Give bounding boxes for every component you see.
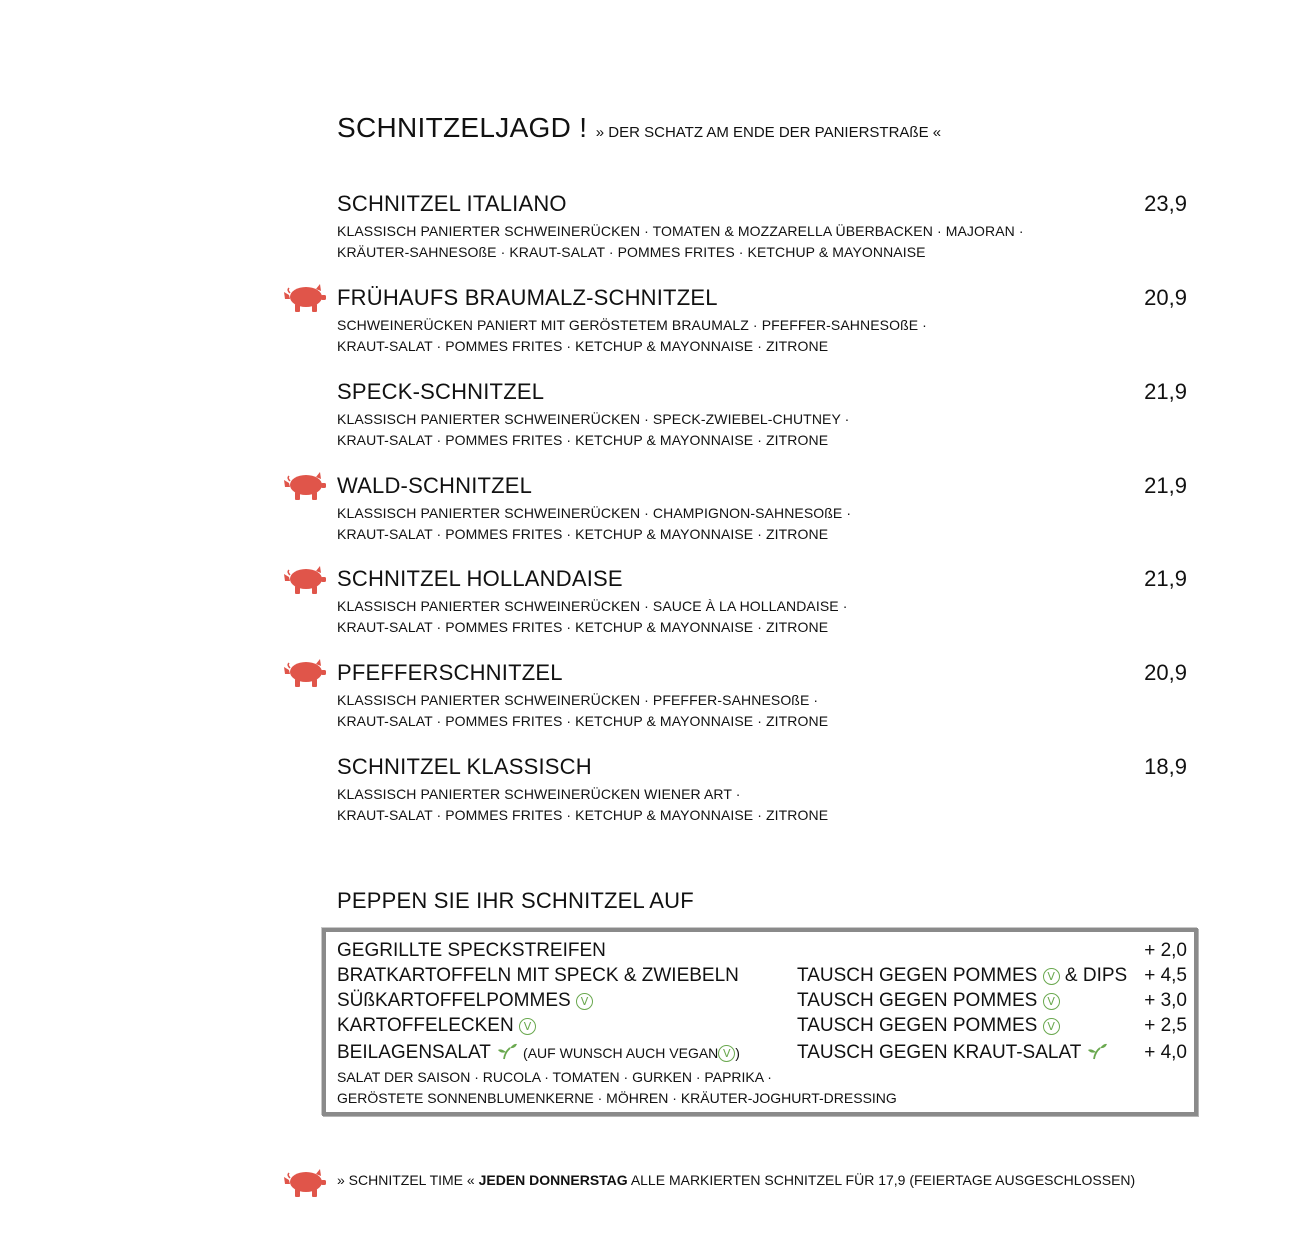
item-price: 21,9 <box>1144 473 1187 498</box>
addon-price: + 4,5 <box>1144 965 1187 986</box>
item-desc-line: KRAUT-SALAT · POMMES FRITES · KETCHUP & MAYONNAISE · ZITRONE <box>337 432 829 448</box>
item-description <box>337 221 1187 263</box>
item-desc-line: SCHWEINERÜCKEN PANIERT MIT GERÖSTETEM BRAUMALZ · PFEFFER-SAHNESOßE · <box>337 317 927 333</box>
item-desc-line: KLASSISCH PANIERTER SCHWEINERÜCKEN · SAUCE À LA HOLLANDAISE · <box>337 598 848 614</box>
addon-left: GEGRILLTE SPECKSTREIFEN <box>337 940 606 961</box>
pig-icon <box>283 1168 327 1198</box>
item-description <box>337 503 1187 545</box>
item-price: 21,9 <box>1144 379 1187 404</box>
pig-icon <box>283 658 327 688</box>
addon-price: + 4,0 <box>1144 1042 1187 1063</box>
menu-header <box>337 112 941 144</box>
item-description <box>337 784 1187 826</box>
addon-left <box>337 1041 740 1065</box>
item-name: SCHNITZEL HOLLANDAISE <box>337 566 623 591</box>
footer-post: ALLE MARKIERTEN SCHNITZEL FÜR 17,9 (FEIERTAGE AUSGESCHLOSSEN) <box>630 1172 1136 1188</box>
addon-price: + 2,5 <box>1144 1015 1187 1036</box>
item-desc-line: KRAUT-SALAT · POMMES FRITES · KETCHUP & MAYONNAISE · ZITRONE <box>337 619 829 635</box>
item-price: 20,9 <box>1144 285 1187 310</box>
item-description <box>337 596 1187 638</box>
item-desc-line: KRAUT-SALAT · POMMES FRITES · KETCHUP & MAYONNAISE · ZITRONE <box>337 338 829 354</box>
item-desc-line: KLASSISCH PANIERTER SCHWEINERÜCKEN · SPECK-ZWIEBEL-CHUTNEY · <box>337 411 850 427</box>
addon-right-suffix: & DIPS <box>1064 965 1128 986</box>
item-desc-line: KLASSISCH PANIERTER SCHWEINERÜCKEN · TOMATEN & MOZZARELLA ÜBERBACKEN · MAJORAN · <box>337 223 1024 239</box>
menu-item <box>337 473 1187 545</box>
addon-left <box>337 989 593 1013</box>
item-name: WALD-SCHNITZEL <box>337 473 533 498</box>
addon-note-close: ) <box>735 1045 740 1061</box>
salad-desc-line: SALAT DER SAISON · RUCOLA · TOMATEN · GURKEN · PAPRIKA · <box>337 1069 772 1085</box>
menu-item <box>337 566 1187 638</box>
menu-item <box>337 754 1187 826</box>
item-name: FRÜHAUFS BRAUMALZ-SCHNITZEL <box>337 285 718 310</box>
addon-right-text: TAUSCH GEGEN POMMES <box>797 1015 1038 1036</box>
addon-right-text: TAUSCH GEGEN POMMES <box>797 965 1038 986</box>
footer-pre: » SCHNITZEL TIME « <box>337 1172 475 1188</box>
pig-icon <box>283 471 327 501</box>
item-description <box>337 690 1187 732</box>
item-desc-line: KRAUT-SALAT · POMMES FRITES · KETCHUP & MAYONNAISE · ZITRONE <box>337 713 829 729</box>
addon-left-text: BEILAGENSALAT <box>337 1042 491 1063</box>
addon-right-text: TAUSCH GEGEN KRAUT-SALAT <box>797 1042 1081 1063</box>
item-price: 18,9 <box>1144 754 1187 779</box>
addon-right <box>797 989 1060 1013</box>
addon-left-text: KARTOFFELECKEN <box>337 1015 514 1036</box>
addon-price: + 3,0 <box>1144 990 1187 1011</box>
pig-icon <box>283 565 327 595</box>
addon-price: + 2,0 <box>1144 940 1187 961</box>
addon-left <box>337 1014 536 1038</box>
schnitzel-time-note <box>337 1172 1135 1188</box>
item-description <box>337 315 1187 357</box>
item-price: 23,9 <box>1144 191 1187 216</box>
item-desc-line: KRAUT-SALAT · POMMES FRITES · KETCHUP & MAYONNAISE · ZITRONE <box>337 526 829 542</box>
vegan-icon: V <box>1043 993 1060 1010</box>
item-desc-line: KRÄUTER-SAHNESOßE · KRAUT-SALAT · POMMES FRITES · KETCHUP & MAYONNAISE <box>337 244 926 260</box>
vegan-icon: V <box>1043 1018 1060 1035</box>
item-name: PFEFFERSCHNITZEL <box>337 660 563 685</box>
addon-right-text: TAUSCH GEGEN POMMES <box>797 990 1038 1011</box>
addon-right <box>797 1014 1060 1038</box>
salad-desc-line: GERÖSTETE SONNENBLUMENKERNE · MÖHREN · KRÄUTER-JOGHURT-DRESSING <box>337 1090 897 1106</box>
item-price: 21,9 <box>1144 566 1187 591</box>
menu-item <box>337 379 1187 451</box>
addon-right <box>797 964 1127 988</box>
page-subtitle: » DER SCHATZ AM ENDE DER PANIERSTRAßE « <box>595 124 942 141</box>
sprout-icon <box>1086 1042 1108 1060</box>
item-name: SPECK-SCHNITZEL <box>337 379 545 404</box>
addons-title: PEPPEN SIE IHR SCHNITZEL AUF <box>337 888 694 913</box>
item-price: 20,9 <box>1144 660 1187 685</box>
vegan-icon: V <box>718 1045 735 1062</box>
menu-item <box>337 285 1187 357</box>
addon-left: BRATKARTOFFELN MIT SPECK & ZWIEBELN <box>337 965 739 986</box>
addon-left-text: SÜßKARTOFFELPOMMES <box>337 990 571 1011</box>
sprout-icon <box>496 1042 518 1060</box>
addon-note-text: (AUF WUNSCH AUCH VEGAN <box>523 1045 719 1061</box>
page-title: SCHNITZELJAGD ! <box>337 112 588 143</box>
pig-icon <box>283 283 327 313</box>
footer-bold: JEDEN DONNERSTAG <box>478 1172 628 1188</box>
item-description <box>337 409 1187 451</box>
item-desc-line: KLASSISCH PANIERTER SCHWEINERÜCKEN · CHAMPIGNON-SAHNESOßE · <box>337 505 852 521</box>
addon-right <box>797 1041 1108 1065</box>
item-name: SCHNITZEL KLASSISCH <box>337 754 592 779</box>
item-desc-line: KLASSISCH PANIERTER SCHWEINERÜCKEN · PFEFFER-SAHNESOßE · <box>337 692 819 708</box>
menu-item <box>337 191 1187 263</box>
menu-item <box>337 660 1187 732</box>
vegan-icon: V <box>576 993 593 1010</box>
vegan-icon: V <box>519 1018 536 1035</box>
addon-note <box>523 1045 740 1061</box>
vegan-icon: V <box>1043 968 1060 985</box>
item-desc-line: KLASSISCH PANIERTER SCHWEINERÜCKEN WIENER ART · <box>337 786 741 802</box>
item-name: SCHNITZEL ITALIANO <box>337 191 567 216</box>
item-desc-line: KRAUT-SALAT · POMMES FRITES · KETCHUP & MAYONNAISE · ZITRONE <box>337 807 829 823</box>
salad-description <box>337 1067 897 1109</box>
